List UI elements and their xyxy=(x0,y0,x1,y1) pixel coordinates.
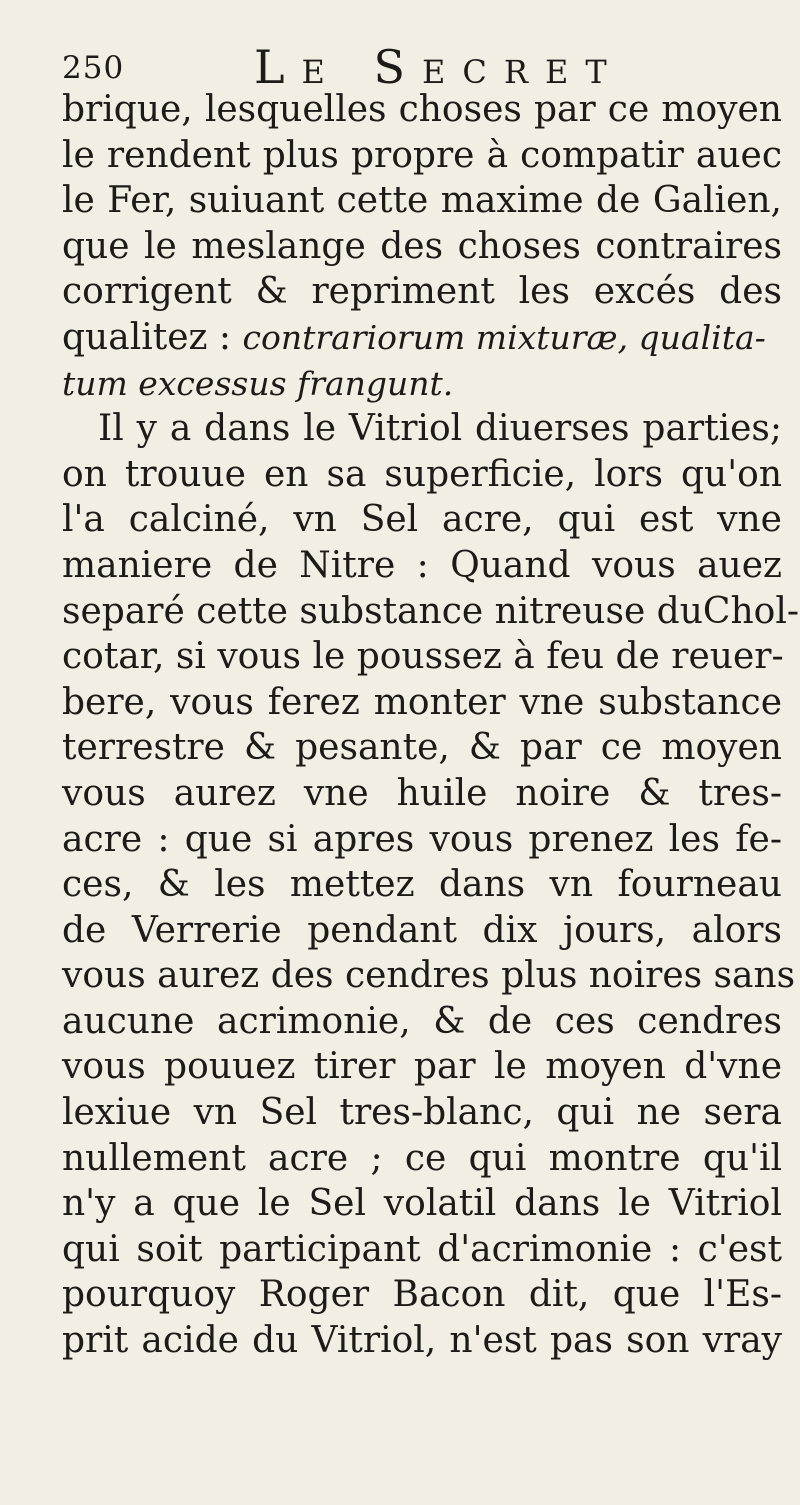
text-line: nullement acre ; ce qui montre qu'il xyxy=(62,1137,782,1179)
text-line: ces, & les mettez dans vn fourneau xyxy=(62,864,782,906)
text-line: vous aurez vne huile noire & tres- xyxy=(62,772,782,814)
text-line: le Fer, suiuant cette maxime de Galien, xyxy=(62,180,782,222)
text-line: corrigent & repriment les excés des xyxy=(62,271,782,313)
text-line: prit acide du Vitriol, n'est pas son vray xyxy=(62,1320,782,1362)
text-fragment: qualitez : xyxy=(62,316,232,358)
latin-quote-line: tum excessus frangunt. xyxy=(62,363,454,403)
text-line-with-latin xyxy=(62,315,782,361)
text-line: n'y a que le Sel volatil dans le Vitriol xyxy=(62,1183,782,1225)
text-line: le rendent plus propre à compatir auec xyxy=(62,134,782,176)
text-line: pourquoy Roger Bacon dit, que l'Es- xyxy=(62,1274,782,1316)
text-line: vous pouuez tirer par le moyen d'vne xyxy=(62,1046,782,1088)
text-line: acre : que si apres vous prenez les fe- xyxy=(62,818,782,860)
text-line: terrestre & pesante, & par ce moyen xyxy=(62,727,782,769)
text-line: on trouue en sa superficie, lors qu'on xyxy=(62,453,782,495)
text-line: l'a calciné, vn Sel acre, qui est vne xyxy=(62,499,782,541)
text-line: bere, vous ferez monter vne substance xyxy=(62,681,782,723)
text-line: brique, lesquelles choses par ce moyen xyxy=(62,89,782,130)
text-line: aucune acrimonie, & de ces cendres xyxy=(62,1000,782,1042)
body-text xyxy=(62,87,799,1364)
text-line: de Verrerie pendant dix jours, alors xyxy=(62,909,782,951)
page-header xyxy=(62,40,762,92)
text-line: qui soit participant d'acrimonie : c'est xyxy=(62,1228,782,1270)
paragraph-start-line: Il y a dans le Vitriol diuerses parties; xyxy=(98,408,782,450)
text-line: maniere de Nitre : Quand vous auez xyxy=(62,544,782,586)
text-line: que le meslange des choses contraires xyxy=(62,225,782,267)
text-line: separé cette substance nitreuse duChol- xyxy=(62,590,799,632)
text-line: lexiue vn Sel tres-blanc, qui ne sera xyxy=(62,1092,782,1134)
page-number: 250 xyxy=(62,50,125,86)
text-line: vous aurez des cendres plus noires sans xyxy=(62,955,796,997)
running-title: Le Secret xyxy=(254,40,624,94)
latin-quote: contrariorum mixturæ, qualita- xyxy=(242,317,766,357)
text-line: cotar, si vous le poussez à feu de reuer- xyxy=(62,636,784,678)
